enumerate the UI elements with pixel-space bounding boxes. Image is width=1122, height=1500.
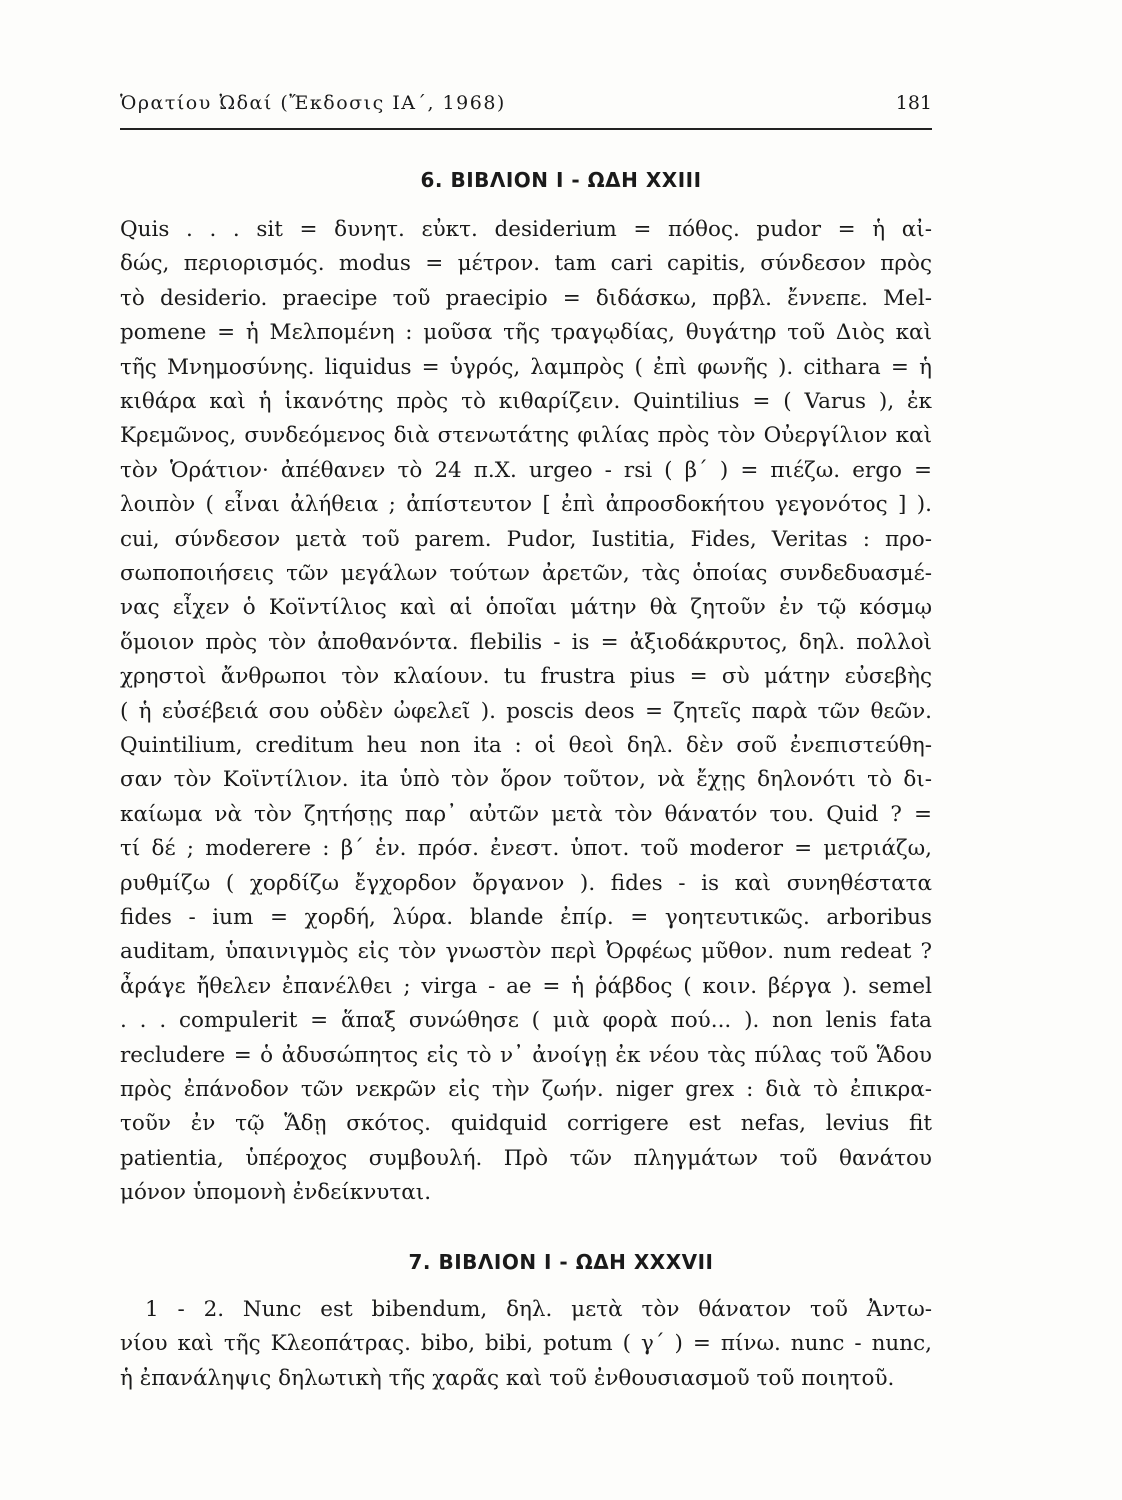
text-line: σαν τὸν Κοϊντίλιον. ita ὑπὸ τὸν ὅρον τοῦτον, νὰ ἔχῃς δηλονότι τὸ δι- (120, 767, 932, 793)
text-line: τὸν Ὁράτιον· ἀπέθανεν τὸ 24 π.Χ. urgeo - rsi ( β΄ ) = πιέζω. ergo = (120, 457, 932, 483)
text-line: patientia, ὑπέροχος συμβουλή. Πρὸ τῶν πληγμάτων τοῦ θανάτου (120, 1145, 932, 1171)
text-line: καίωμα νὰ τὸν ζητήσῃς παρ᾽ αὐτῶν μετὰ τὸν θάνατόν του. Quid ? = (120, 801, 932, 827)
text-line: cui, σύνδεσον μετὰ τοῦ parem. Pudor, Iustitia, Fides, Veritas : προ- (120, 526, 932, 552)
text-line: Quintilium, creditum heu non ita : οἱ θεοὶ δηλ. δὲν σοῦ ἐνεπιστεύθη- (120, 733, 932, 758)
text-line: τῆς Μνημοσύνης. liquidus = ὑγρός, λαμπρὸς ( ἐπὶ φωνῆς ). cithara = ἡ (120, 354, 932, 380)
text-line: νίου καὶ τῆς Κλεοπάτρας. bibo, bibi, potum ( γ΄ ) = πίνω. nunc - nunc, (120, 1331, 932, 1357)
text-line: δώς, περιορισμός. modus = μέτρον. tam cari capitis, σύνδεσον πρὸς (120, 251, 932, 277)
text-line: νας εἶχεν ὁ Κοϊντίλιος καὶ αἱ ὁποῖαι μάτην θὰ ζητοῦν ἐν τῷ κόσμῳ (120, 595, 932, 621)
section-heading-ode-xxiii: 6. ΒΙΒΛΙΟΝ Ι - ΩΔΗ XXIII (420, 168, 702, 192)
header-rule (120, 128, 932, 130)
text-line: Quis . . . sit = δυνητ. εὐκτ. desiderium = πόθος. pudor = ἡ αἰ- (120, 217, 932, 242)
text-line: recludere = ὁ ἀδυσώπητος εἰς τὸ ν᾽ ἀνοίγῃ ἐκ νέου τὰς πύλας τοῦ Ἅδου (120, 1042, 932, 1068)
text-line: τί δέ ; moderere : β΄ ἑν. πρόσ. ἐνεστ. ὑποτ. τοῦ moderor = μετριάζω, (120, 836, 932, 862)
text-line: fides - ium = χορδή, λύρα. blande ἐπίρ. = γοητευτικῶς. arboribus (120, 905, 932, 930)
text-line: ὅμοιον πρὸς τὸν ἀποθανόντα. flebilis - is = ἀξιοδάκρυτος, δηλ. πολλοὶ (120, 629, 932, 655)
text-line: σωποποιήσεις τῶν μεγάλων τούτων ἀρετῶν, τὰς ὁποίας συνδεδυασμέ- (120, 561, 932, 586)
running-header (120, 92, 932, 122)
section-heading-ode-xxxvii: 7. ΒΙΒΛΙΟΝ Ι - ΩΔΗ XXXVII (408, 1250, 714, 1274)
text-line: τὸ desiderio. praecipe τοῦ praecipio = διδάσκω, πρβλ. ἔννεπε. Mel- (120, 285, 932, 311)
text-line: ἡ ἐπανάληψις δηλωτικὴ τῆς χαρᾶς καὶ τοῦ ἐνθουσιασμοῦ τοῦ ποιητοῦ. (120, 1365, 895, 1391)
text-line: Κρεμῶνος, συνδεόμενος διὰ στενωτάτης φιλίας πρὸς τὸν Οὐεργίλιον καὶ (120, 423, 932, 449)
text-line: τοῦν ἐν τῷ Ἅδῃ σκότος. quidquid corrigere est nefas, levius fit (120, 1111, 932, 1137)
text-line: ( ἡ εὐσέβειά σου οὐδὲν ὠφελεῖ ). poscis deos = ζητεῖς παρὰ τῶν θεῶν. (120, 698, 932, 724)
text-line: μόνον ὑπομονὴ ἐνδείκνυται. (120, 1180, 432, 1206)
page-number: 181 (895, 92, 932, 114)
text-line: ρυθμίζω ( χορδίζω ἔγχορδον ὄργανον ). fides - is καὶ συνηθέστατα (120, 870, 932, 896)
text-line: . . . compulerit = ἅπαξ συνώθησε ( μιὰ φορὰ πού... ). non lenis fata (120, 1008, 932, 1034)
text-line: πρὸς ἐπάνοδον τῶν νεκρῶν εἰς τὴν ζωήν. niger grex : διὰ τὸ ἐπικρα- (120, 1077, 932, 1102)
text-line: 1 - 2. Nunc est bibendum, δηλ. μετὰ τὸν θάνατον τοῦ Ἀντω- (145, 1297, 932, 1322)
text-line: κιθάρα καὶ ἡ ἱκανότης πρὸς τὸ κιθαρίζειν. Quintilius = ( Varus ), ἐκ (120, 389, 932, 414)
text-line: auditam, ὑπαινιγμὸς εἰς τὸν γνωστὸν περὶ Ὀρφέως μῦθον. num redeat ? (120, 939, 932, 965)
text-line: λοιπὸν ( εἶναι ἀλήθεια ; ἀπίστευτον [ ἐπὶ ἀπροσδοκήτου γεγονότος ] ). (120, 492, 932, 518)
text-line: pomene = ἡ Μελπομένη : μοῦσα τῆς τραγῳδίας, θυγάτηρ τοῦ Διὸς καὶ (120, 320, 932, 346)
text-line: ἆράγε ἤθελεν ἐπανέλθει ; virga - ae = ἡ ῥάβδος ( κοιν. βέργα ). semel (120, 973, 932, 999)
text-line: χρηστοὶ ἄνθρωποι τὸν κλαίουν. tu frustra pius = σὺ μάτην εὐσεβὴς (120, 664, 932, 690)
running-title: Ὁρατίου Ὠδαί (Ἔκδοσις ΙΑ΄, 1968) (120, 92, 506, 114)
